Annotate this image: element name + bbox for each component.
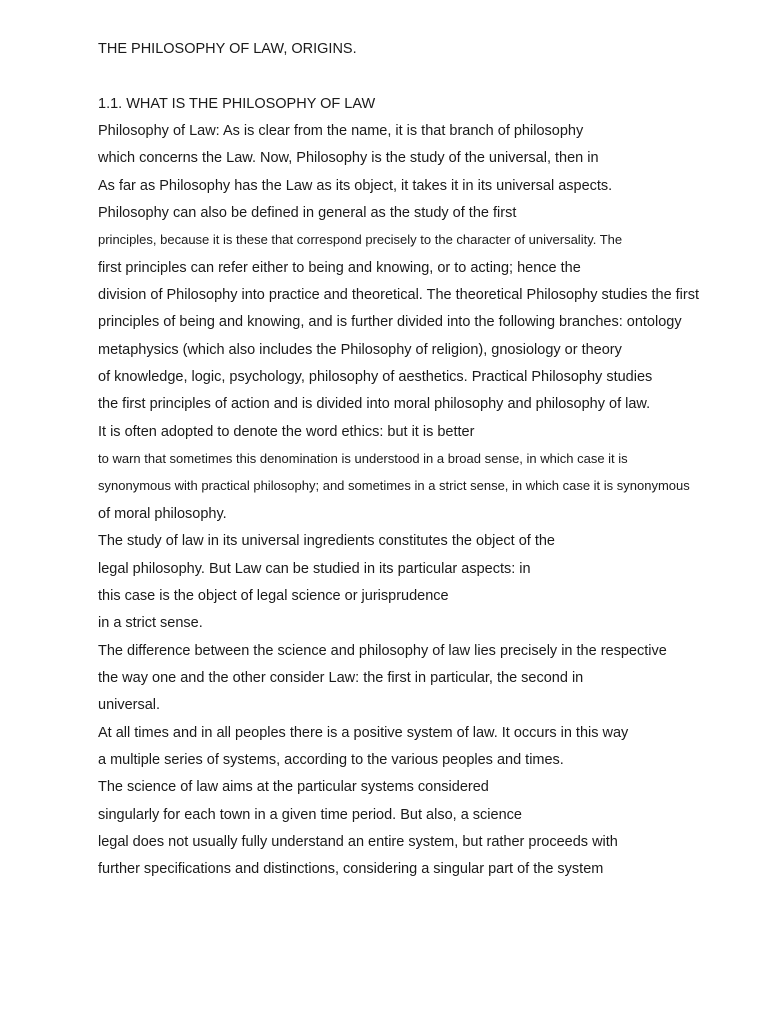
body-line: first principles can refer either to being and knowing, or to acting; hence the bbox=[98, 259, 581, 276]
body-line: It is often adopted to denote the word ethics: but it is better bbox=[98, 423, 475, 440]
body-line: legal does not usually fully understand an entire system, but rather proceeds with bbox=[98, 833, 618, 850]
body-line: The study of law in its universal ingredients constitutes the object of the bbox=[98, 533, 555, 550]
body-line: At all times and in all peoples there is a positive system of law. It occurs in this way bbox=[98, 724, 629, 741]
document-title: THE PHILOSOPHY OF LAW, ORIGINS. bbox=[98, 41, 357, 57]
body-line: universal. bbox=[98, 697, 161, 714]
body-line: Philosophy of Law: As is clear from the name, it is that branch of philosophy bbox=[98, 123, 584, 139]
body-line: which concerns the Law. Now, Philosophy is the study of the universal, then in bbox=[98, 150, 599, 167]
body-line: the first principles of action and is divided into moral philosophy and philosophy of law. bbox=[98, 396, 651, 413]
body-line: a multiple series of systems, according to the various peoples and times. bbox=[98, 751, 564, 768]
body-line: this case is the object of legal science or jurisprudence bbox=[98, 587, 449, 604]
body-line: synonymous with practical philosophy; and sometimes in a strict sense, in which case it is synonymous bbox=[98, 478, 690, 494]
body-line: division of Philosophy into practice and theoretical. The theoretical Philosophy studies the first bbox=[98, 287, 700, 304]
body-line: legal philosophy. But Law can be studied in its particular aspects: in bbox=[98, 560, 531, 577]
body-line: to warn that sometimes this denomination is understood in a broad sense, in which case it is bbox=[98, 451, 628, 467]
body-line: of moral philosophy. bbox=[98, 505, 227, 522]
body-line: principles, because it is these that correspond precisely to the character of universality. The bbox=[98, 232, 623, 248]
body-line: The science of law aims at the particular systems considered bbox=[98, 779, 489, 796]
body-line: of knowledge, logic, psychology, philosophy of aesthetics. Practical Philosophy studies bbox=[98, 369, 653, 386]
body-line: Philosophy can also be defined in general as the study of the first bbox=[98, 205, 517, 222]
body-line: in a strict sense. bbox=[98, 615, 203, 632]
section-heading: 1.1. WHAT IS THE PHILOSOPHY OF LAW bbox=[98, 96, 376, 112]
body-line: As far as Philosophy has the Law as its object, it takes it in its universal aspects. bbox=[98, 177, 613, 194]
body-line: metaphysics (which also includes the Philosophy of religion), gnosiology or theory bbox=[98, 341, 622, 358]
body-text bbox=[98, 122, 699, 888]
body-line: singularly for each town in a given time period. But also, a science bbox=[98, 806, 522, 823]
body-line: the way one and the other consider Law: the first in particular, the second in bbox=[98, 669, 584, 686]
body-line: principles of being and knowing, and is further divided into the following branches: ontology bbox=[98, 314, 682, 331]
body-line: further specifications and distinctions, considering a singular part of the system bbox=[98, 861, 604, 878]
body-line: The difference between the science and philosophy of law lies precisely in the respective bbox=[98, 642, 667, 659]
